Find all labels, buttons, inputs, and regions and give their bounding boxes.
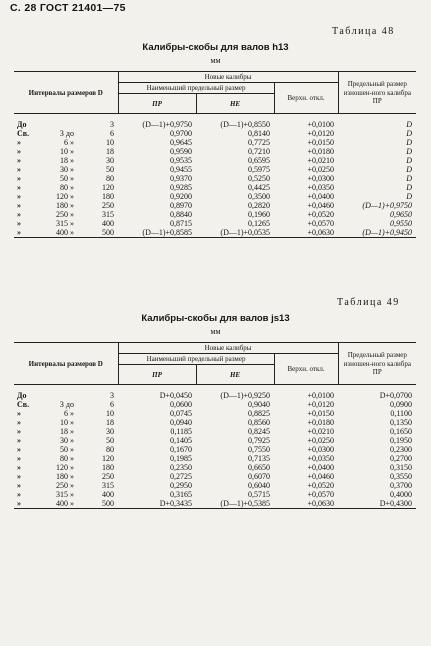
worn-limit-value: (D—1)+0,9450 (338, 228, 416, 238)
interval-to: 50 (106, 165, 115, 175)
pr-value: 0,2725 (170, 472, 193, 482)
worn-limit-value: D (406, 147, 413, 157)
worn-limit-value: 0,1350 (390, 418, 413, 428)
interval-prefix: » (17, 454, 21, 464)
upper-dev-value: +0,0460 (307, 201, 335, 211)
table-row (14, 418, 416, 427)
table-48-body (14, 114, 416, 238)
worn-limit-value: D+0,0700 (379, 391, 413, 401)
min-size-header: Наименьший предельный размер (118, 83, 274, 94)
upper-dev-value: +0,0570 (307, 219, 335, 229)
table-row (14, 174, 416, 183)
upper-dev-value: +0,0250 (307, 436, 335, 446)
ne-value: 0,4425 (248, 183, 271, 193)
interval-from: 50 » (60, 445, 74, 455)
pr-value: 0,8840 (170, 210, 193, 220)
ne-value: 0,8245 (248, 427, 271, 437)
table-row (14, 165, 416, 174)
table-row (14, 481, 416, 490)
table-row (14, 409, 416, 418)
interval-prefix: » (17, 445, 21, 455)
interval-from: 400 » (36, 499, 78, 509)
ne-value: 0,5715 (248, 490, 271, 500)
interval-from: 18 » (60, 156, 74, 166)
worn-limit-value: (D—1)+0,9750 (362, 201, 413, 211)
worn-limit-value: 0,9650 (390, 210, 413, 220)
upper-dev-value: +0,0350 (307, 454, 335, 464)
interval-to: 10 (106, 138, 115, 148)
pr-value: 0,9200 (170, 192, 193, 202)
interval-prefix: » (17, 183, 21, 193)
table-row (14, 385, 416, 401)
table-row (14, 147, 416, 156)
upper-dev-value: +0,0520 (307, 210, 335, 220)
pr-header: ПР (118, 94, 196, 114)
ne-value: 0,1960 (248, 210, 271, 220)
worn-limit-header: Предельный размер изношен-ного калибра ПР (338, 72, 416, 114)
interval-from (36, 385, 78, 401)
upper-dev-value: +0,0570 (307, 490, 335, 500)
table-49-label: Таблица 49 (337, 297, 400, 308)
interval-header: Интервалы размеров D (14, 72, 118, 114)
interval-to: 50 (106, 436, 115, 446)
ne-value: 0,2820 (248, 201, 271, 211)
ne-value: 0,9040 (248, 400, 271, 410)
upper-dev-header: Верхн. откл. (274, 83, 338, 114)
interval-from (36, 114, 78, 130)
interval-from: 315 » (56, 490, 74, 500)
ne-header: НЕ (196, 365, 274, 385)
interval-to: 80 (106, 174, 115, 184)
interval-from: 180 » (56, 201, 74, 211)
table-row (14, 400, 416, 409)
upper-dev-value: +0,0300 (307, 445, 335, 455)
upper-dev-value: +0,0400 (307, 463, 335, 473)
interval-to: 18 (106, 418, 115, 428)
interval-from: 30 » (60, 436, 74, 446)
worn-limit-value: D (406, 174, 413, 184)
upper-dev-value: +0,0210 (307, 427, 335, 437)
upper-dev-value: +0,0630 (274, 499, 338, 509)
pr-value: 0,9535 (170, 156, 193, 166)
interval-to: 120 (102, 454, 115, 464)
upper-dev-value: +0,0350 (307, 183, 335, 193)
pr-value: 0,9285 (170, 183, 193, 193)
worn-limit-value: D (406, 120, 413, 130)
table-49-units: мм (210, 327, 221, 336)
interval-from: 3 до (59, 400, 74, 410)
ne-value: 0,7210 (248, 147, 271, 157)
interval-to: 500 (78, 499, 118, 509)
table-row (14, 156, 416, 165)
upper-dev-value: +0,0120 (307, 400, 335, 410)
upper-dev-header: Верхн. откл. (274, 354, 338, 385)
table-49-title: Калибры-скобы для валов js13 (141, 313, 290, 324)
pr-value: 0,8715 (170, 219, 193, 229)
ne-value: (D—1)+0,0535 (196, 228, 274, 238)
ne-value: 0,6040 (248, 481, 271, 491)
table-48 (14, 71, 416, 238)
table-row (14, 114, 416, 130)
interval-to: 120 (102, 183, 115, 193)
interval-to: 500 (78, 228, 118, 238)
worn-limit-value: 0,0900 (390, 400, 413, 410)
min-size-header: Наименьший предельный размер (118, 354, 274, 365)
interval-from: 6 » (64, 138, 74, 148)
pr-value: 0,9700 (170, 129, 193, 139)
interval-from: 250 » (56, 481, 74, 491)
interval-prefix: » (17, 490, 21, 500)
ne-value: 0,8825 (248, 409, 271, 419)
interval-from: 400 » (36, 228, 78, 238)
table-row (14, 454, 416, 463)
pr-header: ПР (118, 365, 196, 385)
worn-limit-value: D (406, 183, 413, 193)
interval-from: 80 » (60, 183, 74, 193)
upper-dev-value: +0,0180 (307, 147, 335, 157)
interval-from: 10 » (60, 147, 74, 157)
ne-value: 0,8140 (248, 129, 271, 139)
interval-to: 400 (102, 490, 115, 500)
ne-value: 0,7550 (248, 445, 271, 455)
interval-from: 30 » (60, 165, 74, 175)
upper-dev-value: +0,0100 (307, 391, 335, 401)
worn-limit-header: Предельный размер изношен-ного калибра ПР (338, 343, 416, 385)
upper-dev-value: +0,0150 (307, 138, 335, 148)
interval-to: 180 (102, 192, 115, 202)
interval-to: 30 (106, 427, 115, 437)
ne-value: (D—1)+0,5385 (196, 499, 274, 509)
ne-value: 0,3500 (248, 192, 271, 202)
interval-prefix: » (17, 201, 21, 211)
pr-value: D+0,3435 (118, 499, 196, 509)
pr-value: 0,1670 (170, 445, 193, 455)
ne-value: 0,5250 (248, 174, 271, 184)
pr-value: (D—1)+0,9750 (142, 120, 193, 130)
new-gauges-header: Новые калибры (118, 72, 338, 83)
table-row (14, 192, 416, 201)
pr-value: 0,9455 (170, 165, 193, 175)
table-row (14, 463, 416, 472)
table-row (14, 499, 416, 509)
table-row (14, 228, 416, 238)
interval-prefix: » (17, 165, 21, 175)
pr-value: 0,9370 (170, 174, 193, 184)
interval-to: 80 (106, 445, 115, 455)
table-row (14, 201, 416, 210)
worn-limit-value: D (406, 129, 413, 139)
worn-limit-value: 0,1100 (390, 409, 413, 419)
interval-from: 120 » (56, 192, 74, 202)
worn-limit-value: 0,1650 (390, 427, 413, 437)
table-row (14, 490, 416, 499)
interval-prefix: Св. (17, 400, 30, 410)
upper-dev-value: +0,0250 (307, 165, 335, 175)
worn-limit-value: 0,2300 (390, 445, 413, 455)
worn-limit-value: D (406, 138, 413, 148)
worn-limit-value: 0,3550 (390, 472, 413, 482)
interval-to: 250 (102, 201, 115, 211)
interval-prefix: » (17, 138, 21, 148)
interval-prefix: » (17, 418, 21, 428)
pr-value: 0,3165 (170, 490, 193, 500)
ne-value: (D—1)+0,9250 (220, 391, 271, 401)
interval-to: 315 (102, 210, 115, 220)
upper-dev-value: +0,0210 (307, 156, 335, 166)
table-48-title: Калибры-скобы для валов h13 (142, 42, 289, 53)
pr-value: 0,8970 (170, 201, 193, 211)
interval-prefix: Св. (17, 129, 30, 139)
pr-value: 0,9645 (170, 138, 193, 148)
pr-value: 0,0745 (170, 409, 193, 419)
upper-dev-value: +0,0120 (307, 129, 335, 139)
interval-to: 3 (110, 391, 115, 401)
worn-limit-value: D (406, 156, 413, 166)
pr-value: D+0,0450 (159, 391, 193, 401)
new-gauges-header: Новые калибры (118, 343, 338, 354)
interval-prefix: » (17, 219, 21, 229)
interval-from: 3 до (59, 129, 74, 139)
pr-value: 0,1405 (170, 436, 193, 446)
worn-limit-value: D (406, 165, 413, 175)
ne-value: 0,8560 (248, 418, 271, 428)
table-49-body (14, 385, 416, 509)
pr-value: 0,0600 (170, 400, 193, 410)
interval-prefix: » (17, 147, 21, 157)
worn-limit-value: 0,3150 (390, 463, 413, 473)
ne-value: (D—1)+0,8550 (220, 120, 271, 130)
upper-dev-value: +0,0400 (307, 192, 335, 202)
interval-to: 10 (106, 409, 115, 419)
ne-value: 0,7725 (248, 138, 271, 148)
upper-dev-value: +0,0150 (307, 409, 335, 419)
pr-value: 0,9590 (170, 147, 193, 157)
interval-prefix: » (14, 499, 36, 509)
interval-to: 400 (102, 219, 115, 229)
interval-prefix: » (17, 427, 21, 437)
ne-value: 0,6595 (248, 156, 271, 166)
table-row (14, 436, 416, 445)
interval-to: 250 (102, 472, 115, 482)
table-48-label: Таблица 48 (332, 26, 395, 37)
interval-from: 50 » (60, 174, 74, 184)
interval-from: 250 » (56, 210, 74, 220)
interval-prefix: » (17, 472, 21, 482)
pr-value: 0,2950 (170, 481, 193, 491)
interval-prefix: » (17, 156, 21, 166)
pr-value: 0,0940 (170, 418, 193, 428)
interval-to: 6 (110, 129, 115, 139)
interval-from: 18 » (60, 427, 74, 437)
table-row (14, 129, 416, 138)
worn-limit-value: D (406, 192, 413, 202)
upper-dev-value: +0,0460 (307, 472, 335, 482)
ne-header: НЕ (196, 94, 274, 114)
interval-from: 6 » (64, 409, 74, 419)
interval-prefix: До (17, 391, 27, 401)
interval-to: 3 (110, 120, 115, 130)
interval-prefix: » (17, 174, 21, 184)
interval-to: 315 (102, 481, 115, 491)
table-row (14, 219, 416, 228)
pr-value: 0,1185 (170, 427, 193, 437)
interval-from: 120 » (56, 463, 74, 473)
interval-from: 180 » (56, 472, 74, 482)
interval-prefix: » (17, 210, 21, 220)
ne-value: 0,1265 (248, 219, 271, 229)
ne-value: 0,7135 (248, 454, 271, 464)
worn-limit-value: D+0,4300 (338, 499, 416, 509)
pr-value: 0,2350 (170, 463, 193, 473)
table-row (14, 210, 416, 219)
interval-prefix: До (17, 120, 27, 130)
interval-header: Интервалы размеров D (14, 343, 118, 385)
upper-dev-value: +0,0180 (307, 418, 335, 428)
worn-limit-value: 0,9550 (390, 219, 413, 229)
interval-prefix: » (17, 436, 21, 446)
ne-value: 0,6650 (248, 463, 271, 473)
interval-prefix: » (14, 228, 36, 238)
ne-value: 0,6070 (248, 472, 271, 482)
table-row (14, 472, 416, 481)
ne-value: 0,5975 (248, 165, 271, 175)
interval-prefix: » (17, 463, 21, 473)
table-row (14, 427, 416, 436)
pr-value: (D—1)+0,8585 (118, 228, 196, 238)
upper-dev-value: +0,0630 (274, 228, 338, 238)
page-header: С. 28 ГОСТ 21401—75 (10, 2, 126, 14)
table-row (14, 183, 416, 192)
interval-from: 315 » (56, 219, 74, 229)
ne-value: 0,7925 (248, 436, 271, 446)
pr-value: 0,1985 (170, 454, 193, 464)
interval-to: 18 (106, 147, 115, 157)
upper-dev-value: +0,0100 (307, 120, 335, 130)
interval-prefix: » (17, 409, 21, 419)
worn-limit-value: 0,3700 (390, 481, 413, 491)
worn-limit-value: 0,4000 (390, 490, 413, 500)
table-48-units: мм (210, 56, 221, 65)
worn-limit-value: 0,2700 (390, 454, 413, 464)
interval-from: 10 » (60, 418, 74, 428)
upper-dev-value: +0,0300 (307, 174, 335, 184)
table-row (14, 445, 416, 454)
table-49 (14, 342, 416, 509)
interval-from: 80 » (60, 454, 74, 464)
interval-to: 6 (110, 400, 115, 410)
interval-to: 30 (106, 156, 115, 166)
interval-prefix: » (17, 481, 21, 491)
table-row (14, 138, 416, 147)
interval-to: 180 (102, 463, 115, 473)
worn-limit-value: 0,1950 (390, 436, 413, 446)
interval-prefix: » (17, 192, 21, 202)
upper-dev-value: +0,0520 (307, 481, 335, 491)
